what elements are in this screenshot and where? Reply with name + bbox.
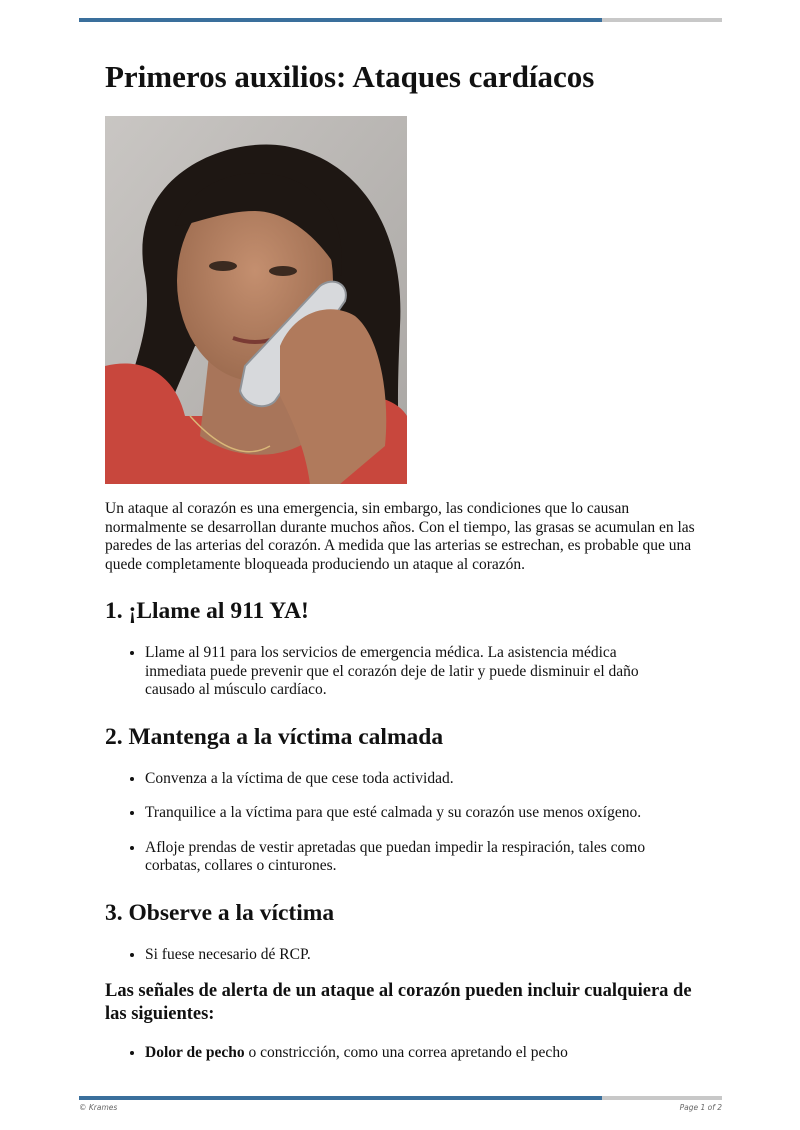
footer-page-number: Page 1 of 2 bbox=[679, 1103, 722, 1112]
header-rule-blue bbox=[79, 18, 602, 22]
document-body bbox=[105, 52, 705, 1079]
section-list-3 bbox=[105, 946, 705, 965]
warning-signs-heading: Las señales de alerta de un ataque al corazón pueden incluir cualquiera de las siguientes: bbox=[105, 981, 692, 1024]
section-heading-1: 1. ¡Llame al 911 YA! bbox=[105, 598, 309, 624]
section-heading-3: 3. Observe a la víctima bbox=[105, 899, 335, 926]
list-item: • Si fuese necesario dé RCP. bbox=[145, 946, 670, 965]
intro-paragraph: Un ataque al corazón es una emergencia, sin embargo, las condiciones que lo causan normalmente se desarrollan durante muchos años. Con el tiempo, las grasas se acumulan en las paredes de las arterias del corazón. A medida que las arterias se estrechan, es probable que una quede completamente bloqueada produciendo un ataque al corazón. bbox=[105, 500, 695, 573]
footer-rule-blue bbox=[79, 1096, 602, 1100]
list-item-bold: Dolor de pecho bbox=[145, 1044, 245, 1061]
header-rule bbox=[79, 18, 722, 22]
list-item: • Convenza a la víctima de que cese toda actividad. bbox=[145, 770, 670, 789]
footer-copyright: © Krames bbox=[79, 1103, 118, 1112]
list-item bbox=[145, 1044, 670, 1063]
footer-rule-gray bbox=[602, 1096, 722, 1100]
section-list-2 bbox=[105, 770, 705, 876]
list-item: • Afloje prendas de vestir apretadas que puedan impedir la respiración, tales como corbatas, collares o cinturones. bbox=[145, 839, 670, 876]
section-list-1 bbox=[105, 644, 705, 700]
warning-signs-list bbox=[105, 1044, 705, 1063]
header-rule-gray bbox=[602, 18, 722, 22]
page-title: Primeros auxilios: Ataques cardíacos bbox=[105, 59, 595, 94]
list-item-text: o constricción, como una correa apretando el pecho bbox=[244, 1044, 568, 1061]
footer-rule bbox=[79, 1096, 722, 1100]
woman-on-phone-photo bbox=[105, 116, 407, 484]
section-heading-2: 2. Mantenga a la víctima calmada bbox=[105, 723, 444, 750]
list-item: • Llame al 911 para los servicios de emergencia médica. La asistencia médica inmediata puede prevenir que el corazón deje de latir y puede disminuir el daño causado al músculo cardíaco. bbox=[145, 644, 670, 700]
list-item: • Tranquilice a la víctima para que esté calmada y su corazón use menos oxígeno. bbox=[145, 804, 670, 823]
